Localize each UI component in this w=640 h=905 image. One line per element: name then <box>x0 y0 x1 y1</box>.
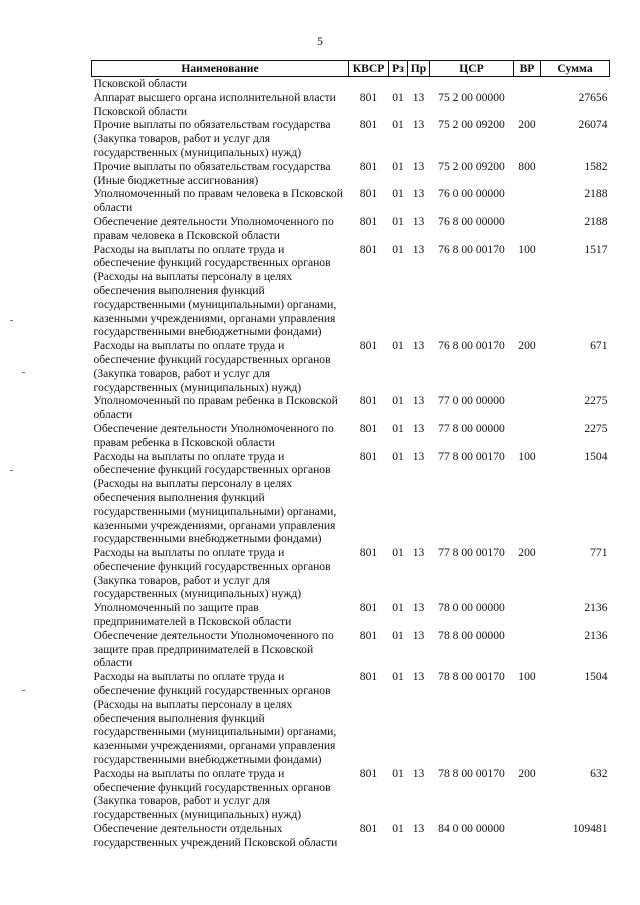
cell-pr: 13 <box>412 421 425 435</box>
cell-pr <box>408 77 430 91</box>
cell-sum: 2136 <box>584 628 608 642</box>
header-row <box>92 61 610 77</box>
cell-kvsr: 801 <box>359 421 378 435</box>
cell-sum: 2136 <box>584 601 608 615</box>
cell-name: Обеспечение деятельности отдельных государственных учреждений Псковской области <box>93 822 338 849</box>
cell-csr: 76 8 00 00170 <box>438 242 505 256</box>
table-row <box>92 422 610 450</box>
budget-table <box>91 60 610 850</box>
cell-rz: 01 <box>392 118 404 132</box>
cell-sum: 2188 <box>584 187 608 201</box>
cell-vr: 100 <box>518 242 536 256</box>
cell-name: Прочие выплаты по обязательствам государства (Иные бюджетные ассигнования) <box>93 159 331 187</box>
cell-name: Прочие выплаты по обязательствам государства (Закупка товаров, работ и услуг для государственных (муниципальных) нужд) <box>93 118 331 159</box>
table-row <box>92 243 610 340</box>
table-row <box>92 822 610 850</box>
cell-csr: 78 0 00 00000 <box>438 601 505 615</box>
cell-pr: 13 <box>412 214 425 228</box>
cell-pr: 13 <box>412 339 425 353</box>
cell-pr: 13 <box>412 90 425 104</box>
cell-kvsr: 801 <box>359 90 378 104</box>
cell-vr: 200 <box>518 339 536 353</box>
cell-sum: 1504 <box>584 449 608 463</box>
table-row <box>92 767 610 822</box>
cell-name: Расходы на выплаты по оплате труда и обеспечение функций государственных органов (Закупка товаров, работ и услуг для государственных (муниципальных) нужд) <box>93 339 331 394</box>
cell-pr: 13 <box>412 118 425 132</box>
header-pr: Пр <box>408 61 430 77</box>
cell-rz: 01 <box>392 159 404 173</box>
cell-csr: 77 8 00 00000 <box>438 421 505 435</box>
cell-pr: 13 <box>412 766 425 780</box>
cell-vr: 100 <box>518 449 536 463</box>
cell-kvsr: 801 <box>359 546 378 560</box>
cell-pr: 13 <box>412 159 425 173</box>
cell-sum: 632 <box>590 766 608 780</box>
cell-kvsr <box>349 77 389 91</box>
table-row <box>92 546 610 601</box>
cell-csr: 77 8 00 00170 <box>438 449 505 463</box>
cell-kvsr: 801 <box>359 601 378 615</box>
header-csr: ЦСР <box>430 61 514 77</box>
cell-vr <box>514 77 541 91</box>
cell-rz: 01 <box>392 394 404 408</box>
table-row <box>92 629 610 670</box>
cell-csr: 78 8 00 00170 <box>438 670 505 684</box>
cell-rz: 01 <box>392 449 404 463</box>
cell-rz: 01 <box>392 421 404 435</box>
cell-kvsr: 801 <box>359 118 378 132</box>
cell-csr: 84 0 00 00000 <box>438 822 505 836</box>
page-number: 5 <box>317 34 323 48</box>
cell-rz: 01 <box>392 90 404 104</box>
cell-name: Обеспечение деятельности Уполномоченного по защите прав предпринимателей в Псковской области <box>93 628 334 670</box>
table-row <box>92 450 610 547</box>
cell-sum: 2275 <box>584 394 608 408</box>
cell-csr: 76 8 00 00000 <box>438 214 505 228</box>
table-row <box>92 215 610 243</box>
cell-rz <box>389 77 408 91</box>
cell-vr <box>514 91 541 119</box>
cell-name: Обеспечение деятельности Уполномоченного по правам ребенка в Псковской области <box>93 421 334 449</box>
table-row <box>92 118 610 159</box>
cell-sum: 771 <box>590 546 608 560</box>
cell-name: Уполномоченный по правам ребенка в Псковской области <box>93 394 338 422</box>
table-row <box>92 601 610 629</box>
table-row <box>92 91 610 119</box>
header-sum: Сумма <box>541 61 610 77</box>
cell-vr <box>514 822 541 850</box>
cell-name: Расходы на выплаты по оплате труда и обеспечение функций государственных органов (Расходы на выплаты персоналу в целях обеспечения выполнения функций государственными (муниципальными) органами, казенными учреждениями, органами управления государственными внебюджетными фондами) <box>93 670 337 767</box>
cell-name: Аппарат высшего органа исполнительной власти Псковской области <box>93 90 336 118</box>
cell-vr <box>514 394 541 422</box>
table-row <box>92 187 610 215</box>
cell-vr <box>514 422 541 450</box>
cell-kvsr: 801 <box>359 766 378 780</box>
cell-pr: 13 <box>412 242 425 256</box>
cell-pr: 13 <box>412 601 425 615</box>
cell-csr: 75 2 00 09200 <box>438 159 505 173</box>
table-header <box>92 61 610 77</box>
cell-vr <box>514 187 541 215</box>
cell-kvsr: 801 <box>359 449 378 463</box>
cell-csr: 75 2 00 09200 <box>438 118 505 132</box>
cell-kvsr: 801 <box>359 242 378 256</box>
cell-csr: 78 8 00 00170 <box>438 766 505 780</box>
cell-pr: 13 <box>412 546 425 560</box>
cell-kvsr: 801 <box>359 822 378 836</box>
cell-vr <box>514 215 541 243</box>
table-row <box>92 160 610 188</box>
cell-pr: 13 <box>412 670 425 684</box>
table-row <box>92 394 610 422</box>
cell-sum: 671 <box>590 339 608 353</box>
cell-csr: 77 8 00 00170 <box>438 546 505 560</box>
cell-name: Расходы на выплаты по оплате труда и обеспечение функций государственных органов (Расходы на выплаты персоналу в целях обеспечения выполнения функций государственными (муниципальными) органами, казенными учреждениями, органами управления государственными внебюджетными фондами) <box>93 449 337 546</box>
cell-rz: 01 <box>392 628 404 642</box>
cell-vr <box>514 629 541 670</box>
cell-vr: 200 <box>518 766 536 780</box>
table-row <box>92 339 610 394</box>
cell-kvsr: 801 <box>359 339 378 353</box>
cell-sum <box>541 77 610 91</box>
cell-csr <box>430 77 514 91</box>
cell-csr: 76 0 00 00000 <box>438 187 505 201</box>
cell-rz: 01 <box>392 670 404 684</box>
cell-sum: 2275 <box>584 421 608 435</box>
cell-sum: 109481 <box>572 822 608 836</box>
cell-pr: 13 <box>412 187 425 201</box>
cell-name: Псковской области <box>93 77 188 90</box>
cell-sum: 1517 <box>584 242 608 256</box>
cell-sum: 26074 <box>578 118 608 132</box>
cell-csr: 75 2 00 00000 <box>438 90 505 104</box>
cell-csr: 76 8 00 00170 <box>438 339 505 353</box>
cell-name: Расходы на выплаты по оплате труда и обеспечение функций государственных органов (Расходы на выплаты персоналу в целях обеспечения выполнения функций государственными (муниципальными) органами, казенными учреждениями, органами управления государственными внебюджетными фондами) <box>93 242 337 339</box>
cell-name: Уполномоченный по правам человека в Псковской области <box>93 187 343 215</box>
cell-kvsr: 801 <box>359 214 378 228</box>
header-name: Наименование <box>92 61 349 77</box>
cell-rz: 01 <box>392 339 404 353</box>
cell-rz: 01 <box>392 546 404 560</box>
cell-kvsr: 801 <box>359 159 378 173</box>
cell-vr <box>514 601 541 629</box>
cell-name: Расходы на выплаты по оплате труда и обеспечение функций государственных органов (Закупка товаров, работ и услуг для государственных (муниципальных) нужд) <box>93 766 331 822</box>
cell-kvsr: 801 <box>359 394 378 408</box>
cell-pr: 13 <box>412 449 425 463</box>
cell-rz: 01 <box>392 214 404 228</box>
cell-name: Уполномоченный по защите прав предпринимателей в Псковской области <box>93 601 292 629</box>
cell-pr: 13 <box>412 628 425 642</box>
header-vr: ВР <box>514 61 541 77</box>
cell-sum: 1504 <box>584 670 608 684</box>
cell-kvsr: 801 <box>359 670 378 684</box>
cell-name: Расходы на выплаты по оплате труда и обеспечение функций государственных органов (Закупка товаров, работ и услуг для государственных (муниципальных) нужд) <box>93 546 331 601</box>
cell-vr: 100 <box>518 670 536 684</box>
header-rz: Рз <box>389 61 408 77</box>
cell-pr: 13 <box>412 822 425 836</box>
cell-csr: 77 0 00 00000 <box>438 394 505 408</box>
cell-rz: 01 <box>392 766 404 780</box>
cell-name: Обеспечение деятельности Уполномоченного по правам человека в Псковской области <box>93 214 334 242</box>
cell-rz: 01 <box>392 822 404 836</box>
table-body <box>92 77 610 850</box>
header-kvsr: КВСР <box>349 61 389 77</box>
cell-pr: 13 <box>412 394 425 408</box>
cell-kvsr: 801 <box>359 628 378 642</box>
cell-kvsr: 801 <box>359 187 378 201</box>
cell-sum: 1582 <box>584 159 608 173</box>
cell-vr: 200 <box>518 118 536 132</box>
cell-csr: 78 8 00 00000 <box>438 628 505 642</box>
cell-sum: 2188 <box>584 214 608 228</box>
cell-rz: 01 <box>392 187 404 201</box>
cell-rz: 01 <box>392 601 404 615</box>
cell-sum: 27656 <box>578 90 608 104</box>
cell-rz: 01 <box>392 242 404 256</box>
table-row <box>92 77 610 91</box>
cell-vr: 800 <box>518 159 536 173</box>
cell-vr: 200 <box>518 546 536 560</box>
table-row <box>92 670 610 767</box>
